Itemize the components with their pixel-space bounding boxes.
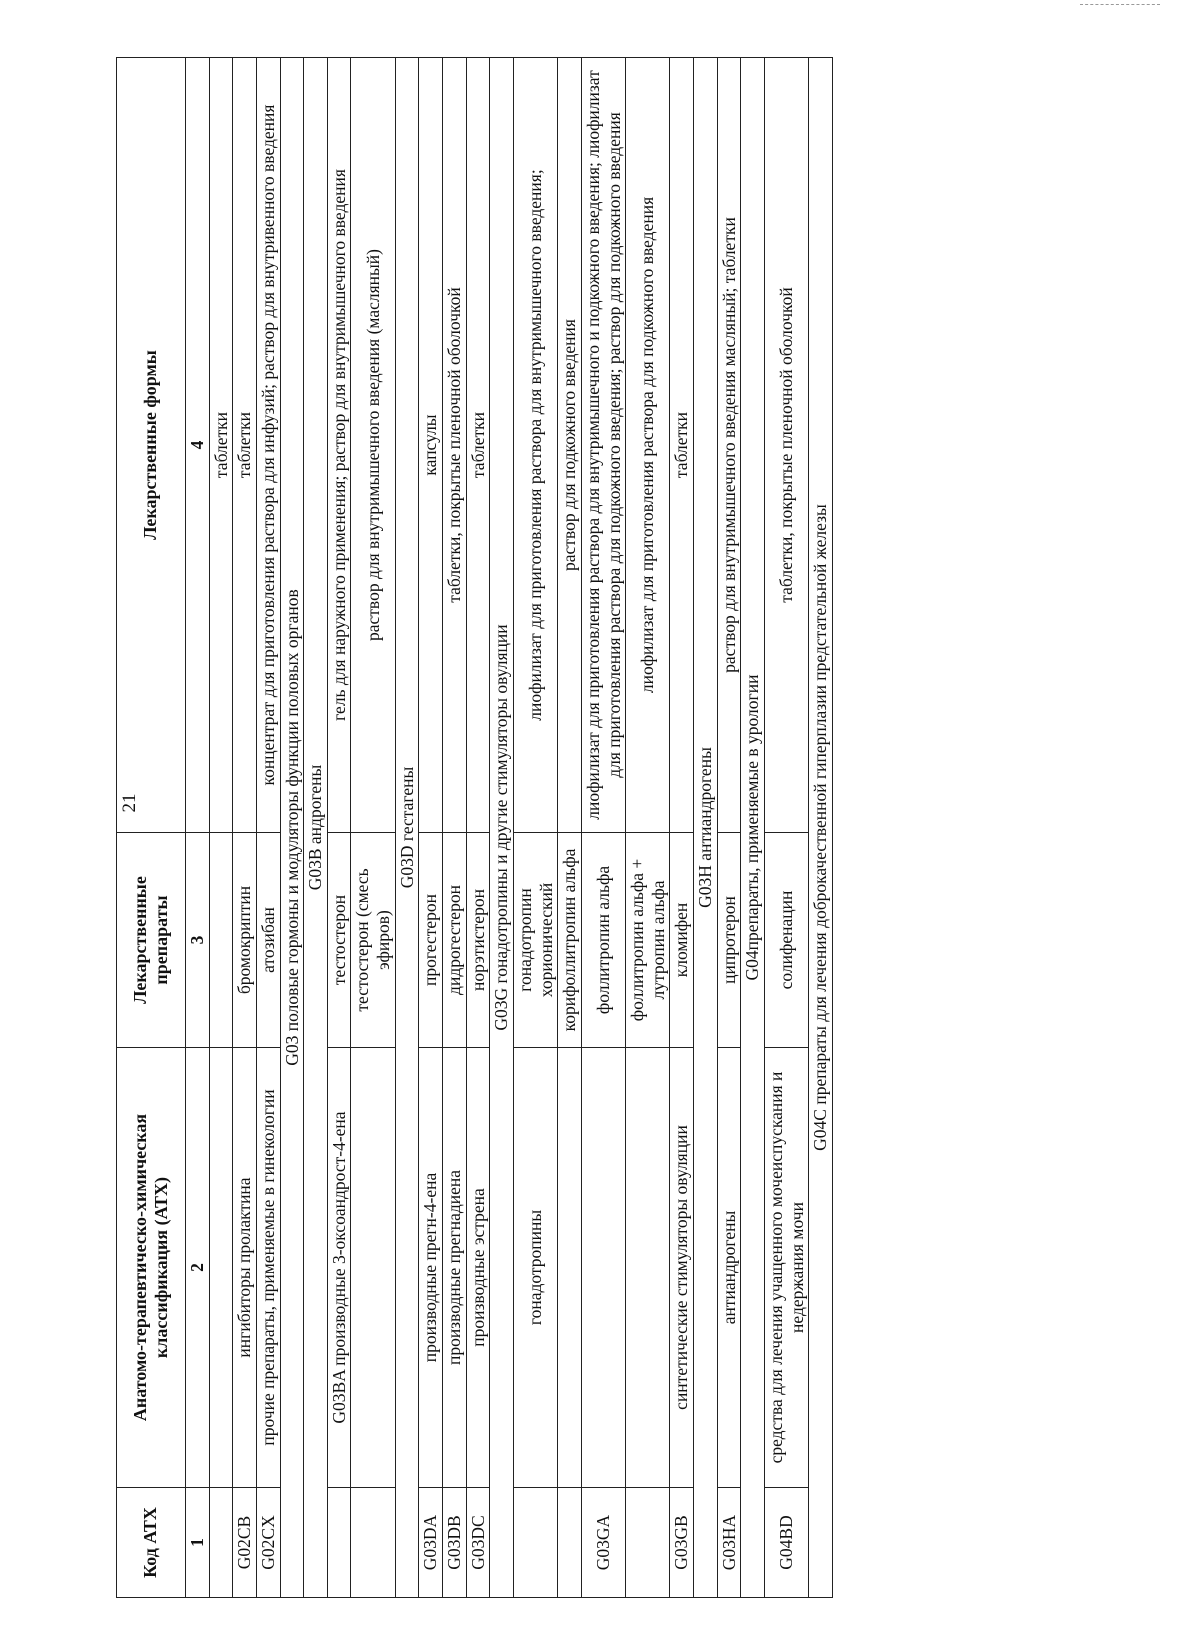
cell-drug: дидрогестерон	[443, 833, 467, 1048]
cell-drug: бромокриптин	[233, 833, 257, 1048]
table-row	[513, 58, 557, 1598]
header-row	[117, 58, 186, 1598]
table-row	[209, 58, 233, 1598]
cell-forms: таблетки	[233, 58, 257, 833]
cell-atc: производные эстрена	[466, 1048, 490, 1488]
cell-atc: средства для лечения учащенного мочеиспускания и недержания мочи	[765, 1048, 809, 1488]
column-number: 3	[186, 833, 210, 1048]
cell-code: G03GB	[670, 1488, 694, 1598]
section-title: G03D гестагены	[395, 58, 419, 1598]
section-title: G04препараты, применяемые в урологии	[741, 58, 765, 1598]
cell-drug: фоллитропин альфа	[581, 833, 625, 1048]
cell-atc: антиандрогены	[717, 1048, 741, 1488]
table-row	[717, 58, 741, 1598]
page-number: 21	[119, 793, 140, 813]
table-row	[443, 58, 467, 1598]
section-row	[395, 58, 419, 1598]
table-row	[626, 58, 670, 1598]
cell-code: G02CB	[233, 1488, 257, 1598]
section-title: G03G гонадотропины и другие стимуляторы овуляции	[490, 58, 514, 1598]
cell-drug: гонадотропин хорионический	[513, 833, 557, 1048]
cell-drug	[209, 833, 233, 1048]
drug-table	[116, 57, 833, 1598]
cell-forms: таблетки, покрытые пленочной оболочкой	[443, 58, 467, 833]
cell-code	[327, 1488, 351, 1598]
header-code: Код АТХ	[117, 1488, 186, 1598]
cell-drug: атозибан	[256, 833, 280, 1048]
cell-atc: прочие препараты, применяемые в гинекологии	[256, 1048, 280, 1488]
table-row	[466, 58, 490, 1598]
cell-atc: синтетические стимуляторы овуляции	[670, 1048, 694, 1488]
cell-drug: норэтистерон	[466, 833, 490, 1048]
cell-forms: гель для наружного применения; раствор для внутримышечного введения	[327, 58, 351, 833]
cell-drug: корифоллитропин альфа	[558, 833, 582, 1048]
table-row	[419, 58, 443, 1598]
column-number: 1	[186, 1488, 210, 1598]
cell-forms: таблетки	[209, 58, 233, 833]
cell-code	[209, 1488, 233, 1598]
table-row	[256, 58, 280, 1598]
table-row	[765, 58, 809, 1598]
cell-atc	[581, 1048, 625, 1488]
section-row	[490, 58, 514, 1598]
cell-forms: раствор для внутримышечного введения масляный; таблетки	[717, 58, 741, 833]
cell-code: G03DB	[443, 1488, 467, 1598]
section-title: G03H антиандрогены	[694, 58, 718, 1598]
cell-forms: раствор для внутримышечного введения (масляный)	[351, 58, 395, 833]
cell-forms: концентрат для приготовления раствора для инфузий; раствор для внутривенного введения	[256, 58, 280, 833]
cell-drug: солифенацин	[765, 833, 809, 1048]
cell-atc: гонадотропины	[513, 1048, 557, 1488]
table-row	[670, 58, 694, 1598]
scan-mark	[1080, 4, 1160, 7]
rotated-table-container	[116, 58, 1016, 1598]
cell-atc	[626, 1048, 670, 1488]
header-atc: Анатомо-терапевтическо-химическая классификация (АТХ)	[117, 1048, 186, 1488]
cell-drug: фоллитропин альфа + лутропин альфа	[626, 833, 670, 1048]
column-number: 4	[186, 58, 210, 833]
cell-code: G02CX	[256, 1488, 280, 1598]
cell-atc	[209, 1048, 233, 1488]
cell-code	[626, 1488, 670, 1598]
cell-code	[513, 1488, 557, 1598]
cell-forms: капсулы	[419, 58, 443, 833]
cell-atc: производные прегнадиена	[443, 1048, 467, 1488]
cell-forms: раствор для подкожного введения	[558, 58, 582, 833]
cell-atc: производные прегн-4-ена	[419, 1048, 443, 1488]
header-drug: Лекарственные препараты	[117, 833, 186, 1048]
cell-forms: таблетки	[670, 58, 694, 833]
table-row	[558, 58, 582, 1598]
cell-code: G03HA	[717, 1488, 741, 1598]
cell-code	[558, 1488, 582, 1598]
cell-code: G03DA	[419, 1488, 443, 1598]
cell-drug: кломифен	[670, 833, 694, 1048]
section-row	[809, 58, 833, 1598]
section-title: G04C препараты для лечения доброкачественной гиперплазии предстательной железы	[809, 58, 833, 1598]
cell-forms: лиофилизат для приготовления раствора для подкожного введения	[626, 58, 670, 833]
cell-atc: ингибиторы пролактина	[233, 1048, 257, 1488]
table-row	[581, 58, 625, 1598]
section-row	[694, 58, 718, 1598]
cell-atc	[351, 1048, 395, 1488]
cell-atc	[558, 1048, 582, 1488]
cell-drug: тестостерон	[327, 833, 351, 1048]
cell-code: G03DC	[466, 1488, 490, 1598]
cell-forms: таблетки, покрытые пленочной оболочкой	[765, 58, 809, 833]
table-row	[351, 58, 395, 1598]
section-row	[280, 58, 304, 1598]
cell-drug: ципротерон	[717, 833, 741, 1048]
table-body	[209, 58, 832, 1598]
section-row	[304, 58, 328, 1598]
cell-forms: лиофилизат для приготовления раствора для внутримышечного введения;	[513, 58, 557, 833]
cell-forms: таблетки	[466, 58, 490, 833]
cell-drug: прогестерон	[419, 833, 443, 1048]
table-row	[327, 58, 351, 1598]
section-title: G03B андрогены	[304, 58, 328, 1598]
section-title: G03 половые гормоны и модуляторы функции половых органов	[280, 58, 304, 1598]
column-number: 2	[186, 1048, 210, 1488]
section-row	[741, 58, 765, 1598]
column-number-row	[186, 58, 210, 1598]
cell-code	[351, 1488, 395, 1598]
cell-drug: тестостерон (смесь эфиров)	[351, 833, 395, 1048]
cell-atc: G03BA производные 3-оксоандрост-4-ена	[327, 1048, 351, 1488]
header-forms: Лекарственные формы	[117, 58, 186, 833]
cell-forms: лиофилизат для приготовления раствора для внутримышечного и подкожного введения; лиофилизат для приготовления раствора для подкожного введения; раствор для подкожного введения	[581, 58, 625, 833]
cell-code: G04BD	[765, 1488, 809, 1598]
table-row	[233, 58, 257, 1598]
cell-code: G03GA	[581, 1488, 625, 1598]
